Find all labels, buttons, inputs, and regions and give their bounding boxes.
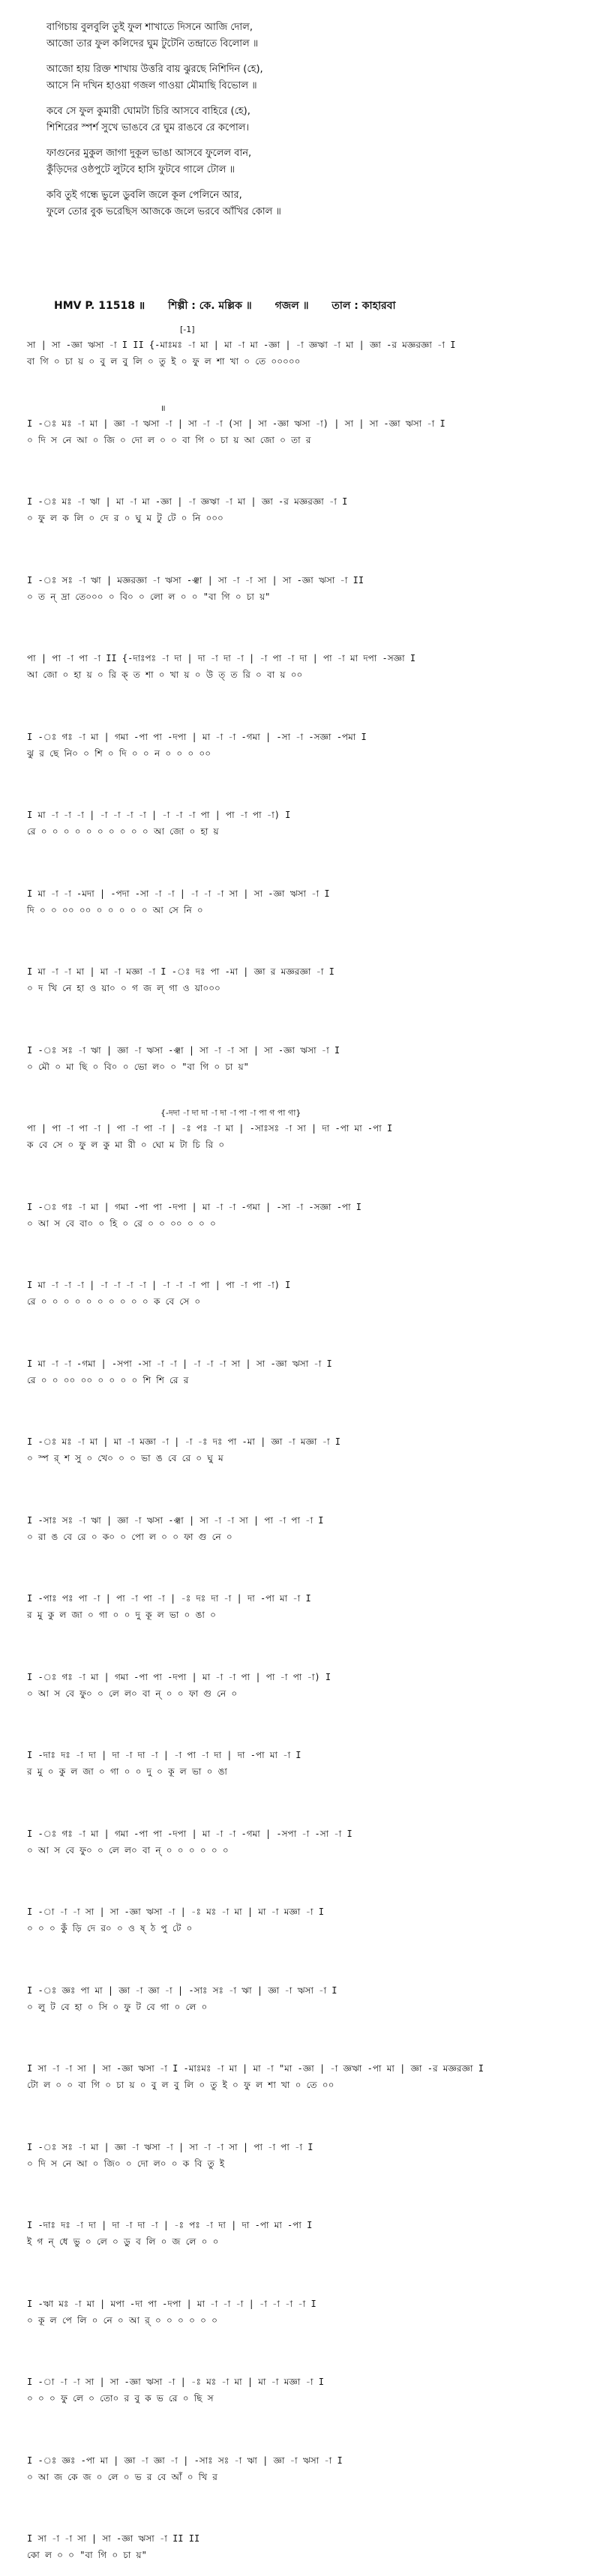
swar-line: I -ঋা মঃ -া মা | মপা -দা পা -দপা | মা -া -া -া | -া -া -া -া I	[27, 2298, 316, 2309]
notation-bracket: {-দদা -া দা দা -া দা -া পা -া পা গ পা গা}	[160, 1108, 302, 1118]
song-meta	[54, 297, 416, 315]
notation-block	[0, 794, 600, 852]
lyric-stanza	[46, 187, 572, 220]
notation-block	[0, 2047, 600, 2106]
bol-line: রে ০ ০ ০০ ০০ ০ ০ ০ ০ শি শি রে র	[27, 1374, 189, 1385]
lyric-line: বাগিচায় বুলবুলি তুই ফুল শাখাতে দিসনে আজি দোল,	[46, 22, 253, 33]
genre-label: গজল ॥	[274, 300, 309, 312]
swar-line: I -দাঃ দঃ -া দা | দা -া দা -া | -া পা -া দা | দা -পা মা -া I	[27, 1750, 302, 1760]
bol-line: ০ দি স নে আ ০ জি ০ দো ল ০ ০ বা গি ০ চা য় আ জো ০ তা র	[27, 434, 311, 445]
lyrics-block	[46, 19, 572, 229]
bol-line: রে ০ ০ ০ ০ ০ ০ ০ ০ ০ ০ ক বে সে ০	[27, 1296, 201, 1307]
bol-line: ০ মৌ ০ মা ছি ০ বি০ ০ ভো ল০ ০ "বা গি ০ চা য়"	[27, 1061, 249, 1072]
taal-label: তাল : কাহারবা	[332, 300, 396, 312]
swar-line: I সা -া -া সা | সা -জ্ঞা ঋসা -া I -মাঃমঃ -া মা | মা -া "মা -জ্ঞা | -া জ্ঞঋা -পা মা | জ্ঞা -র মজ্ঞরজ্ঞা I	[27, 2063, 484, 2074]
notation-bracket: ॥	[160, 403, 166, 413]
bol-line: বা গি ০ চা য় ০ বু ল বু লি ০ তু ই ০ ফু ল শা খা ০ তে ০০০০০	[27, 356, 301, 367]
bol-line: দি ০ ০ ০০ ০০ ০ ০ ০ ০ ০ আ সে নি ০	[27, 904, 203, 915]
bol-line: ক বে সে ০ ফু ল কু মা রী ০ ঘো ম টা চি রি ০	[27, 1140, 225, 1150]
notation-block	[0, 2126, 600, 2185]
notation-block	[0, 2518, 600, 2576]
bol-line: ই গ ন্ ধে ভু ০ লে ০ ডু ব লি ০ জ লে ০ ০	[27, 2236, 219, 2247]
swar-line: I -ঃ মঃ -া মা | জ্ঞা -া ঋসা -া | সা -া -া (সা | সা -জ্ঞা ঋসা -া) | সা | সা -জ্ঞা ঋসা -া I	[27, 418, 446, 429]
bol-line: ০ আ স বে ফু০ ০ লে ল০ বা ন্ ০ ০ ০ ০ ০ ০	[27, 1844, 229, 1856]
notation-bracket: [-1]	[180, 325, 195, 334]
lyric-stanza	[46, 61, 572, 94]
swar-line: I -ঃ জ্ঞঃ পা মা | জ্ঞা -া জ্ঞা -া | -সাঃ সঃ -া ঋা | জ্ঞা -া ঋসা -া I	[27, 1984, 338, 1996]
swar-line: পা | পা -া পা -া II {-দাঃপঃ -া দা | দা -া দা -া | -া পা -া দা | পা -া মা দপা -সজ্ঞা I	[27, 653, 416, 663]
notation-block	[0, 1107, 600, 1166]
lyric-stanza	[46, 103, 572, 136]
bol-line: ০ আ স বে বা০ ০ হি ০ রে ০ ০ ০০ ০ ০ ০	[27, 1218, 216, 1229]
notation-block	[0, 1813, 600, 1871]
notation-block	[0, 951, 600, 1009]
notation-block	[0, 1969, 600, 2028]
bol-line: আ জো ০ হা য় ০ রি ক্ ত শা ০ খা য় ০ উ ত্ ত রি ০ বা য় ০০	[27, 669, 303, 680]
notation-block	[0, 1656, 600, 1715]
swar-line: I -ঃ মঃ -া ঋা | মা -া মা -জ্ঞা | -া জ্ঞঋা -া মা | জ্ঞা -র মজ্ঞরজ্ঞা -া I	[27, 496, 348, 507]
swar-line: সা | সা -জ্ঞা ঋসা -া I II {-মাঃমঃ -া মা | মা -া মা -জ্ঞা | -া জ্ঞঋা -া মা | জ্ঞা -র মজ্ঞরজ্ঞা -া I	[27, 340, 456, 350]
bol-line: ০ দ খি নে হা ও য়া০ ০ গ জ ল্ গা ও য়া০০০	[27, 983, 220, 993]
bol-line: ০ কূ ল পে লি ০ নে ০ আ র্ ০ ০ ০ ০ ০ ০	[27, 2314, 218, 2326]
lyric-line: ফাগুনের মুকুল জাগা দুকূল ভাঙা আসবে ফুলেল বান,	[46, 148, 252, 159]
bol-line: ০ দি স নে আ ০ জি০ ০ দো ল০ ০ ক বি তু ই	[27, 2158, 225, 2169]
swar-line: I মা -া -া -া | -া -া -া -া | -া -া -া পা | পা -া পা -া) I	[27, 1280, 291, 1290]
bol-line: র মু কু ল জা ০ গা ০ ০ দু কূ ল ভা ০ ঙা ০	[27, 1610, 216, 1620]
notation-block	[0, 1343, 600, 1401]
bol-line: ০ লু ট বে হা ০ সি ০ ফু ট বে গা ০ লে ০	[27, 2001, 208, 2012]
bol-line: কো ল ০ ০ "বা গি ০ চা য়"	[27, 2550, 147, 2560]
notation-block	[0, 2361, 600, 2419]
swar-line: I -ঃ সঃ -া ঋা | মজ্ঞরজ্ঞা -া ঋসা -ঞ্ঝা | সা -া -া সা | সা -জ্ঞা ঋসা -া II	[27, 574, 364, 586]
swar-line: I -ঃ মঃ -া মা | মা -া মজ্ঞা -া | -া -ঃ দঃ পা -মা | জ্ঞা -া মজ্ঞা -া I	[27, 1436, 341, 1447]
artist-credit: শিল্পী : কে. মল্লিক ॥	[168, 300, 252, 312]
swar-line: I মা -া -া -গমা | -সপা -সা -া -া | -া -া -া সা | সা -জ্ঞা ঋসা -া I	[27, 1358, 332, 1369]
bol-line: র মু ০ কু ল জা ০ গা ০ ০ দু ০ কূ ল ভা ০ ঙা	[27, 1766, 227, 1777]
notation-block	[0, 403, 600, 461]
notation-block	[0, 481, 600, 539]
lyric-line: কুঁড়িদের ওষ্ঠপুটে লুটবে হাসি ফুটবে গালে টোল ॥	[46, 164, 235, 175]
notation-block	[0, 2440, 600, 2498]
notation-block	[0, 716, 600, 774]
notation-block	[0, 2283, 600, 2341]
bol-line: ঝু র ছে নি০ ০ শি ০ দি ০ ০ ন ০ ০ ০ ০০	[27, 747, 212, 759]
notation-block	[0, 1029, 600, 1088]
lyric-line: ফুলে তোর বুক ভরেছিস আজকে জলে ভরবে আঁখির কোল ॥	[46, 206, 281, 217]
bol-line: ০ ত ন্ দ্রা তে০০০ ০ বি০ ০ লো ল ০ ০ "বা গি ০ চা য়"	[27, 591, 271, 602]
swar-line: I -সাঃ সঃ -া ঋা | জ্ঞা -া ঋসা -ঞ্ঝা | সা -া -া সা | পা -া পা -া I	[27, 1514, 324, 1526]
swar-line: I -দাঃ দঃ -া দা | দা -া দা -া | -ঃ পঃ -া দা | দা -পা মা -পা I	[27, 2220, 313, 2230]
swar-line: I -ঃ গঃ -া মা | গমা -পা পা -দপা | মা -া -া পা | পা -া পা -া) I	[27, 1671, 332, 1682]
swar-line: I -ঃ গঃ -া মা | গমা -পা পা -দপা | মা -া -া -গমা | -সপা -া -সা -া I	[27, 1828, 352, 1839]
notation-block	[0, 1186, 600, 1245]
notation-block	[0, 324, 600, 382]
lyric-stanza	[46, 145, 572, 178]
swar-line: I -ঃ জ্ঞঃ -পা মা | জ্ঞা -া জ্ঞা -া | -সাঃ সঃ -া ঋা | জ্ঞা -া ঋসা -া I	[27, 2455, 343, 2466]
notation-block	[0, 1499, 600, 1558]
swar-line: I -ঃ গঃ -া মা | গমা -পা পা -দপা | মা -া -া -গমা | -সা -া -সজ্ঞা -পমা I	[27, 731, 367, 742]
notation-block	[0, 1734, 600, 1793]
notation-block	[0, 873, 600, 931]
lyric-line: কবে সে ফুল কুমারী ঘোমটা চিরি আসবে বাহিরে (হে),	[46, 106, 250, 117]
notation-block	[0, 559, 600, 618]
bol-line: রে ০ ০ ০ ০ ০ ০ ০ ০ ০ ০ আ জো ০ হা য়	[27, 826, 219, 837]
swar-line: I -ঃ সঃ -া মা | জ্ঞা -া ঋসা -া | সা -া -া সা | পা -া পা -া I	[27, 2141, 314, 2152]
notation-block	[0, 1421, 600, 1479]
bol-line: ০ ফু ল ক লি ০ দে র ০ ঘু ম টু টে ০ নি ০০০	[27, 513, 224, 523]
notation-block	[0, 1891, 600, 1949]
swar-line: I মা -া -া মা | মা -া মজ্ঞা -া I -ঃ দঃ পা -মা | জ্ঞা র মজ্ঞরজ্ঞা -া I	[27, 966, 334, 977]
swar-line: I -পাঃ পঃ পা -া | পা -া পা -া | -ঃ দঃ দা -া | দা -পা মা -া I	[27, 1593, 311, 1604]
swar-line: I -া -া -া সা | সা -জ্ঞা ঋসা -া | -ঃ মঃ -া মা | মা -া মজ্ঞা -া I	[27, 1907, 324, 1917]
notation-block	[0, 637, 600, 696]
bol-line: ০ রা ঙ বে রে ০ ক০ ০ পো ল ০ ০ ফা গু নে ০	[27, 1531, 232, 1542]
lyric-line: আসে নি দখিন হাওয়া গজল গাওয়া মৌমাছি বিভোল ॥	[46, 80, 257, 91]
bol-line: ০ ০ ০ ফু লে ০ তো০ র বু ক ভ রে ০ ছি স	[27, 2393, 214, 2404]
bol-line: টো ল ০ ০ বা গি ০ চা য় ০ বু ল বু লি ০ তু ই ০ ফু ল শা খা ০ তে ০০	[27, 2080, 334, 2090]
notation-block	[0, 1577, 600, 1636]
swar-line: I -া -া -া সা | সা -জ্ঞা ঋসা -া | -ঃ মঃ -া মা | মা -া মজ্ঞা -া I	[27, 2377, 324, 2387]
lyric-line: কবি তুই গন্ধে ভুলে ডুবলি জলে কূল পেলিনে আর,	[46, 190, 242, 201]
swar-line: I সা -া -া সা | সা -জ্ঞা ঋসা -া II II	[27, 2533, 200, 2544]
lyric-stanza	[46, 19, 572, 52]
lyric-line: আজো তার ফুল কলিদের ঘুম টুটেনি তন্দ্রাতে বিলোল ॥	[46, 38, 259, 49]
swar-line: I -ঃ গঃ -া মা | গমা -পা পা -দপা | মা -া -া -গমা | -সা -া -সজ্ঞা -পা I	[27, 1201, 362, 1212]
record-number: HMV P. 11518 ॥	[54, 300, 146, 312]
notation-block	[0, 1264, 600, 1322]
bol-line: ০ আ স বে ফু০ ০ লে ল০ বা ন্ ০ ০ ফা গু নে ০	[27, 1688, 238, 1699]
notation-block	[0, 2204, 600, 2263]
bol-line: ০ ০ ০ কুঁ ড়ি দে র০ ০ ও ষ্ ঠ পু টে ০	[27, 1923, 193, 1933]
swar-line: পা | পা -া পা -া | পা -া পা -া | -ঃ পঃ -া মা | -সাঃসঃ -া সা | দা -পা মা -পা I	[27, 1123, 393, 1134]
swar-line: I -ঃ সঃ -া ঋা | জ্ঞা -া ঋসা -ঞ্ঝা | সা -া -া সা | সা -জ্ঞা ঋসা -া I	[27, 1044, 340, 1056]
swar-line: I মা -া -া -া | -া -া -া -া | -া -া -া পা | পা -া পা -া) I	[27, 810, 291, 820]
bol-line: ০ স্প র্ শ সু ০ খে০ ০ ০ ভা ঙ বে রে ০ ঘু ম	[27, 1453, 224, 1463]
lyric-line: আজো হায় রিক্ত শাখায় উত্তরি বায় ঝুরছে নিশিদিন (হে),	[46, 64, 263, 75]
lyric-line: শিশিরের স্পর্শ সুখে ভাঙবে রে ঘুম রাঙবে রে কপোল।	[46, 122, 250, 133]
swar-line: I মা -া -া -মদা | -পদা -সা -া -া | -া -া -া সা | সা -জ্ঞা ঋসা -া I	[27, 888, 330, 899]
bol-line: ০ আ জ কে জ ০ লে ০ ভ র বে আঁ ০ খি র	[27, 2471, 218, 2482]
